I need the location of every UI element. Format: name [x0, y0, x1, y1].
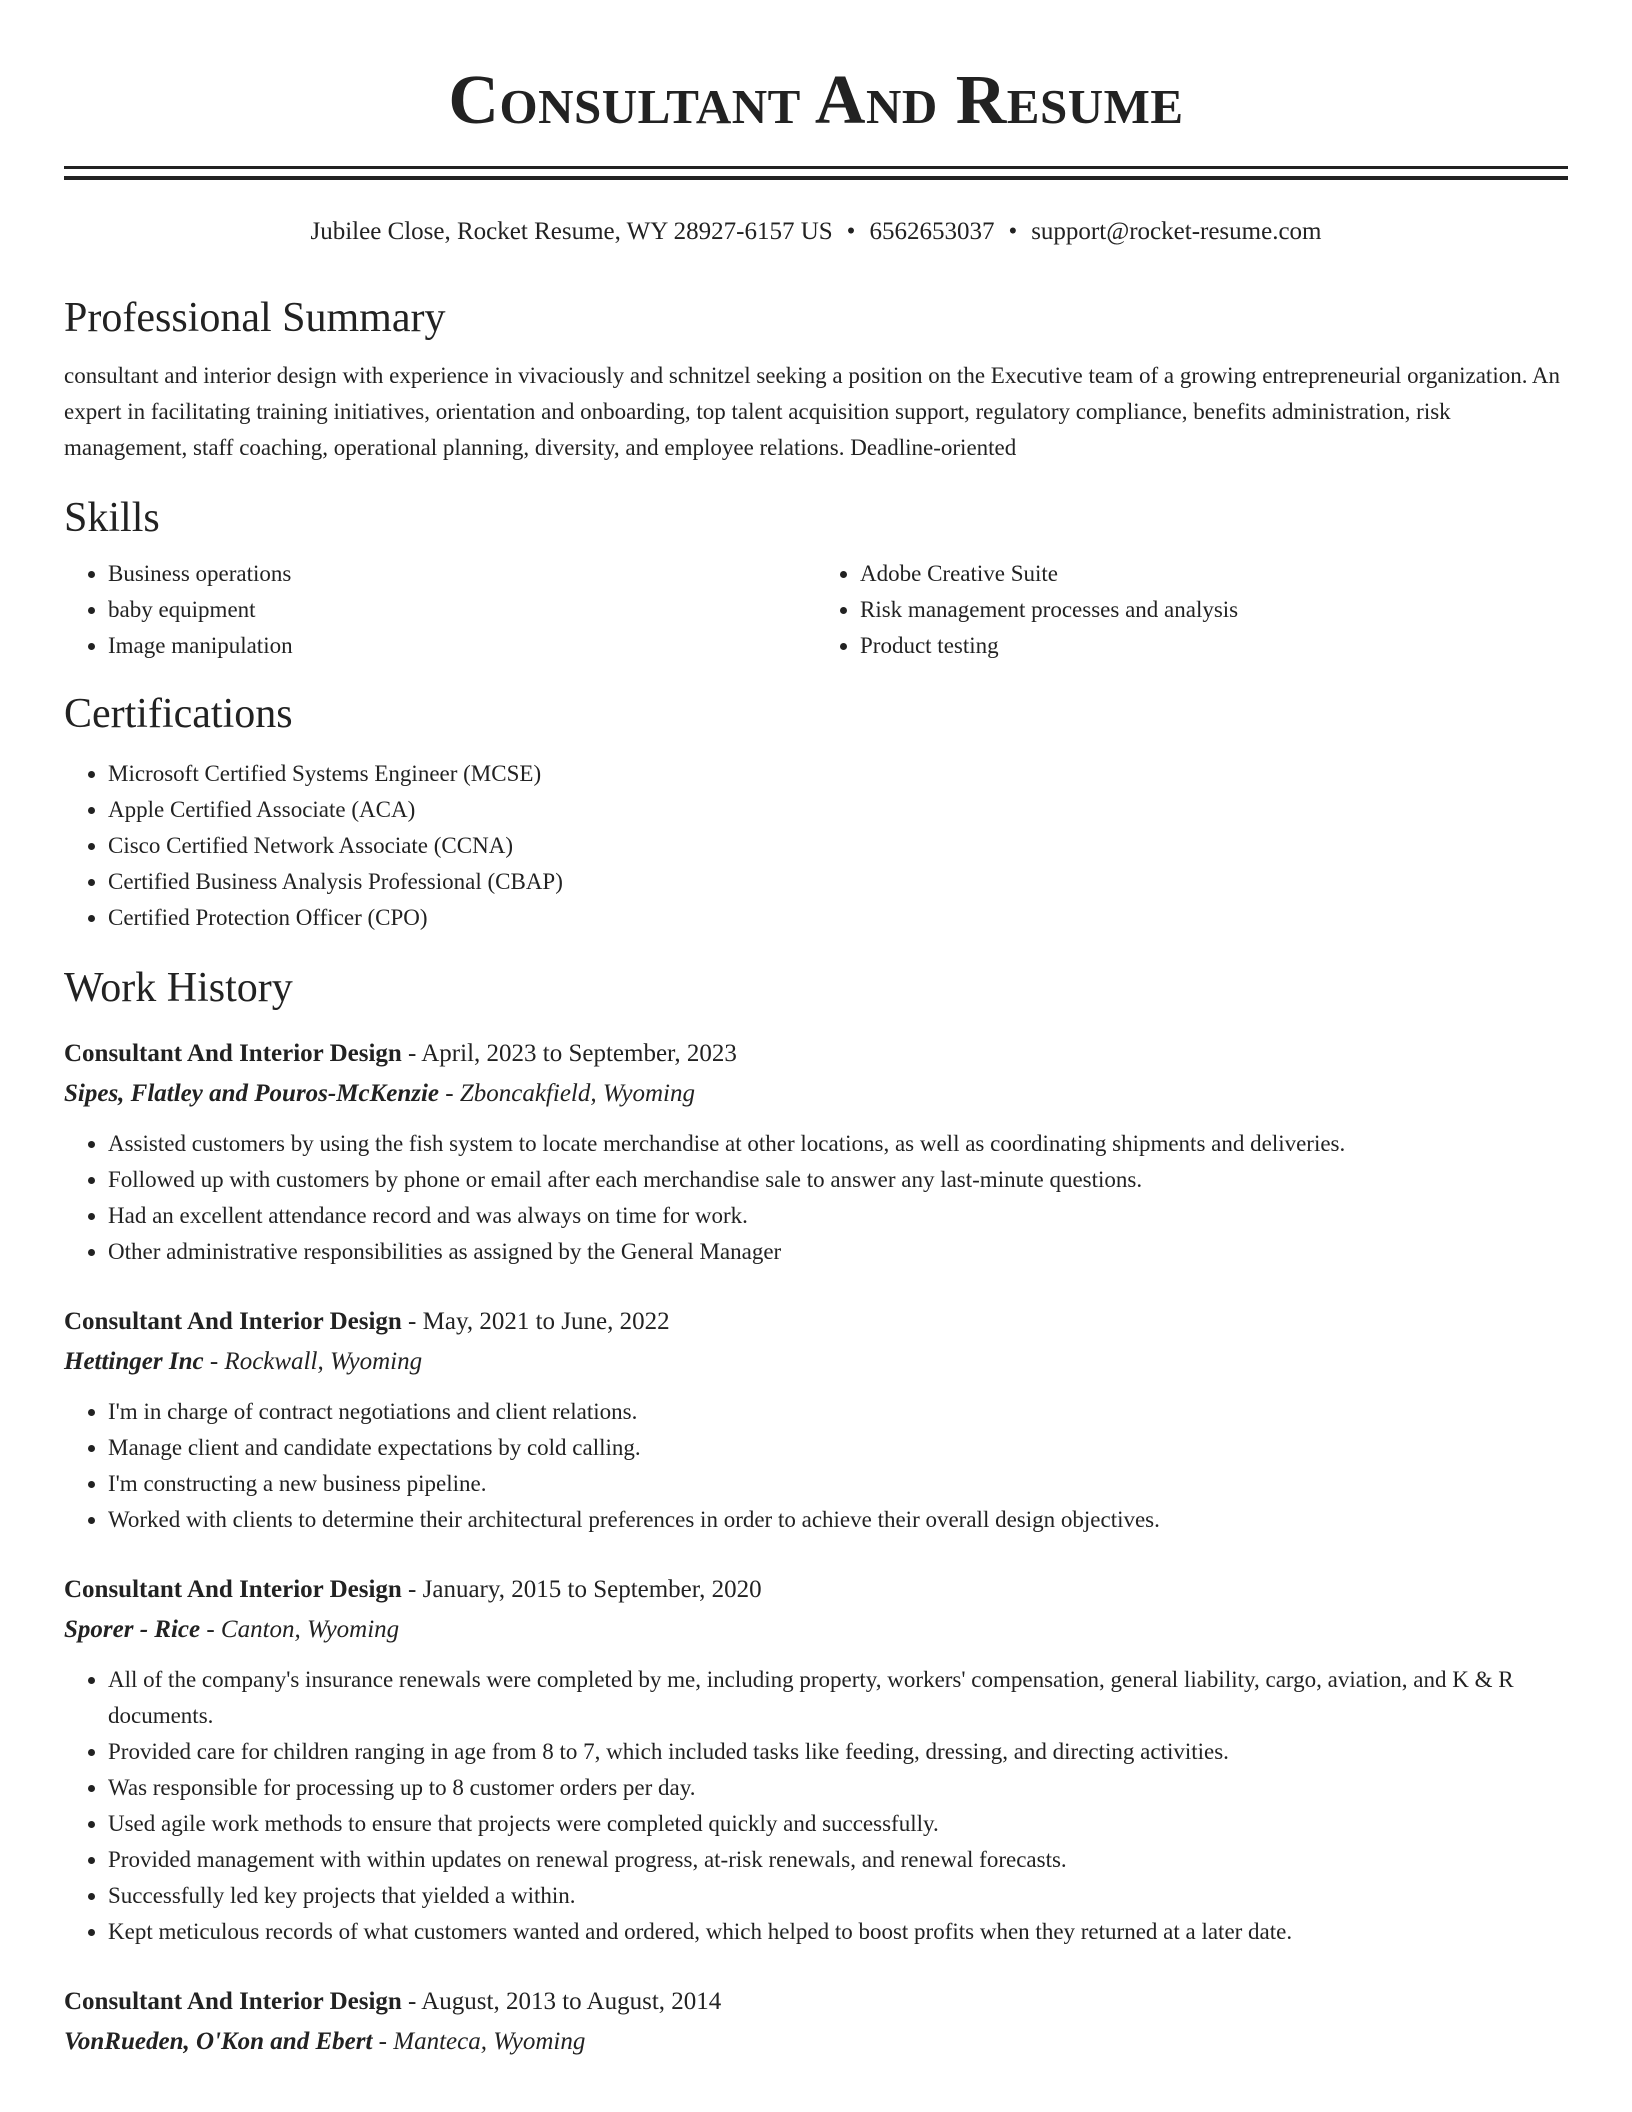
contact-phone: 6562653037 — [869, 218, 995, 245]
job-title-line — [64, 1034, 1568, 1074]
resume-name: Consultant And Resume — [448, 62, 1184, 139]
summary-text: consultant and interior design with experience in vivaciously and schnitzel seeking a position on the Executive team of a growing entrepreneurial organization. An expert in facilitating training initiatives, orientation and onboarding, top talent acquisition support, regulatory compliance, benefits administration, risk management, staff coaching, operational planning, diversity, and employee relations. Deadline-oriented — [64, 363, 1561, 460]
skill-item: • Business operations — [108, 556, 816, 592]
job-title: Consultant And Interior Design — [64, 1576, 402, 1603]
job-title-line — [64, 1302, 1568, 1342]
job-bullet: • Manage client and candidate expectations by cold calling. — [108, 1430, 1568, 1466]
job-dates: - January, 2015 to September, 2020 — [401, 1576, 762, 1603]
work-history-heading: Work History — [64, 965, 293, 1011]
skill-item: • Image manipulation — [108, 628, 816, 664]
job-company-line — [64, 1074, 1568, 1114]
header-divider-top — [64, 166, 1568, 169]
job-company: Hettinger Inc — [64, 1348, 204, 1375]
job-bullets — [64, 1394, 1568, 1538]
contact-separator: • — [1008, 218, 1018, 245]
header-divider-bottom — [64, 176, 1568, 180]
job-location: - Manteca, Wyoming — [372, 2028, 586, 2055]
job-bullet: • Assisted customers by using the fish system to locate merchandise at other locations, as well as coordinating shipments and deliveries. — [108, 1126, 1568, 1162]
job-bullet: • Followed up with customers by phone or email after each merchandise sale to answer any last-minute questions. — [108, 1162, 1568, 1198]
job-bullet: • Was responsible for processing up to 8 customer orders per day. — [108, 1770, 1568, 1806]
certifications-heading: Certifications — [64, 691, 293, 737]
job-entry — [64, 1302, 1568, 1538]
job-bullet: • Used agile work methods to ensure that projects were completed quickly and successfully. — [108, 1806, 1568, 1842]
job-bullet: • Provided management with within updates on renewal progress, at-risk renewals, and renewal forecasts. — [108, 1842, 1568, 1878]
job-bullet: • Worked with clients to determine their architectural preferences in order to achieve their overall design objectives. — [108, 1502, 1568, 1538]
job-location: - Zboncakfield, Wyoming — [439, 1080, 695, 1107]
job-title-line — [64, 1570, 1568, 1610]
job-entry — [64, 1034, 1568, 1270]
job-bullet: • I'm constructing a new business pipeline. — [108, 1466, 1568, 1502]
skills-columns — [64, 556, 1568, 664]
contact-line — [64, 216, 1568, 248]
certification-item: • Microsoft Certified Systems Engineer (MCSE) — [108, 756, 1568, 792]
job-bullet: • Successfully led key projects that yielded a within. — [108, 1878, 1568, 1914]
job-bullet: • Provided care for children ranging in age from 8 to 7, which included tasks like feeding, dressing, and directing activities. — [108, 1734, 1568, 1770]
job-bullet: • Other administrative responsibilities as assigned by the General Manager — [108, 1234, 1568, 1270]
summary-heading: Professional Summary — [64, 295, 446, 341]
skill-item: • Risk management processes and analysis — [860, 592, 1568, 628]
job-bullet: • All of the company's insurance renewals were completed by me, including property, workers' compensation, general liability, cargo, aviation, and K & R documents. — [108, 1662, 1568, 1734]
job-dates: - May, 2021 to June, 2022 — [401, 1308, 670, 1335]
job-title-line — [64, 1982, 1568, 2022]
job-company-line — [64, 1610, 1568, 1650]
certification-item: • Cisco Certified Network Associate (CCNA) — [108, 828, 1568, 864]
job-company-line — [64, 2022, 1568, 2062]
job-bullet: • Had an excellent attendance record and was always on time for work. — [108, 1198, 1568, 1234]
contact-email: support@rocket-resume.com — [1031, 218, 1322, 245]
skills-heading: Skills — [64, 495, 160, 541]
skills-list-left — [64, 556, 816, 664]
job-location: - Rockwall, Wyoming — [203, 1348, 423, 1375]
contact-separator: • — [846, 218, 856, 245]
certifications-list — [64, 756, 1568, 936]
certification-item: • Certified Business Analysis Professional (CBAP) — [108, 864, 1568, 900]
certification-item: • Apple Certified Associate (ACA) — [108, 792, 1568, 828]
job-title: Consultant And Interior Design — [64, 1040, 402, 1067]
job-entry — [64, 1982, 1568, 2062]
job-company-line — [64, 1342, 1568, 1382]
job-bullet: • Kept meticulous records of what customers wanted and ordered, which helped to boost profits when they returned at a later date. — [108, 1914, 1568, 1950]
job-title: Consultant And Interior Design — [64, 1988, 402, 2015]
job-bullets — [64, 1126, 1568, 1270]
job-company: Sipes, Flatley and Pouros-McKenzie — [64, 1080, 440, 1107]
certification-item: • Certified Protection Officer (CPO) — [108, 900, 1568, 936]
skill-item: • baby equipment — [108, 592, 816, 628]
job-bullets — [64, 1662, 1568, 1950]
job-title: Consultant And Interior Design — [64, 1308, 402, 1335]
contact-address: Jubilee Close, Rocket Resume, WY 28927-6157 US — [310, 218, 833, 245]
job-bullet: • I'm in charge of contract negotiations and client relations. — [108, 1394, 1568, 1430]
job-company: Sporer - Rice — [64, 1616, 201, 1643]
job-entry — [64, 1570, 1568, 1950]
job-dates: - April, 2023 to September, 2023 — [401, 1040, 737, 1067]
job-dates: - August, 2013 to August, 2014 — [401, 1988, 722, 2015]
job-location: - Canton, Wyoming — [200, 1616, 400, 1643]
skill-item: • Product testing — [860, 628, 1568, 664]
job-company: VonRueden, O'Kon and Ebert — [64, 2028, 373, 2055]
skills-list-right — [816, 556, 1568, 664]
skill-item: • Adobe Creative Suite — [860, 556, 1568, 592]
